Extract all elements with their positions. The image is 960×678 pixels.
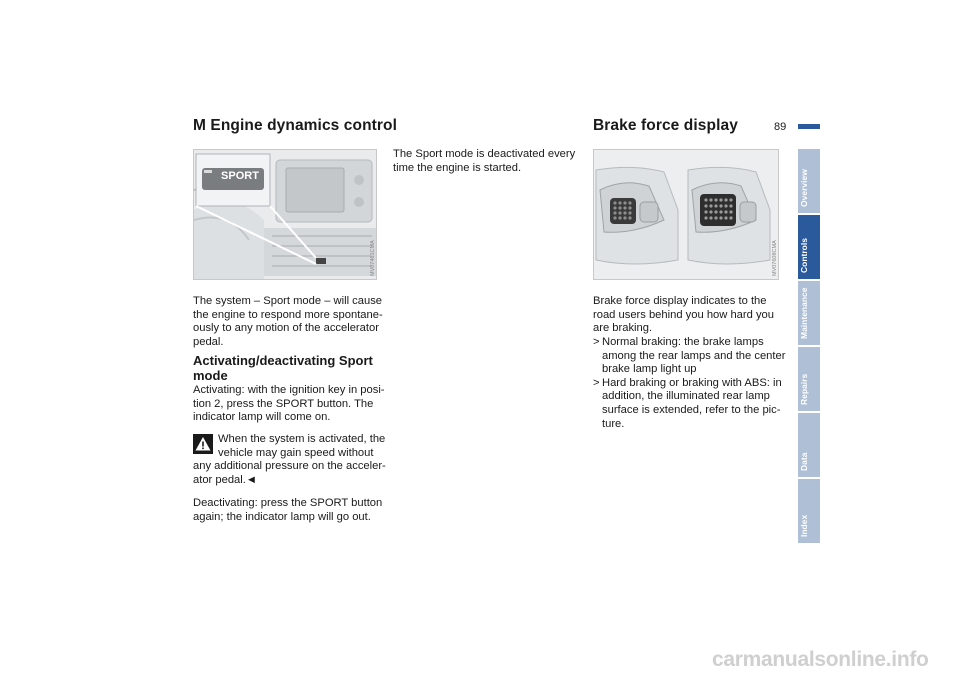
- text-line: Hard braking or braking with ABS: in: [602, 376, 782, 389]
- text-line: vehicle may gain speed without: [218, 446, 374, 459]
- text-line: ture.: [602, 417, 625, 430]
- warning-paragraph: [193, 433, 388, 487]
- tab-overview[interactable]: [798, 149, 820, 213]
- tab-label: Overview: [799, 169, 809, 207]
- sport-mode-note: [393, 148, 583, 175]
- text-line: the engine to respond more spontane-: [193, 308, 383, 321]
- tab-label: Index: [799, 514, 809, 537]
- tab-label: Controls: [799, 238, 809, 273]
- figure-code: MV07608CMA: [772, 240, 778, 276]
- figure-code: MV07461CMA: [370, 240, 376, 276]
- text-line: The Sport mode is deactivated every: [393, 148, 576, 160]
- text-line: mode: [193, 368, 228, 383]
- brake-lamps-figure: [593, 149, 779, 280]
- text-line: any additional pressure on the acceler-: [193, 460, 386, 473]
- text-line: Activating/deactivating Sport: [193, 353, 373, 368]
- text-line: Deactivating: press the SPORT button: [193, 497, 383, 509]
- tab-label: Data: [799, 452, 809, 471]
- text-line: When the system is activated, the: [218, 433, 386, 445]
- tab-label: Maintenance: [799, 287, 809, 339]
- text-line: ously to any motion of the accelerator: [193, 322, 379, 335]
- text-line: Normal braking: the brake lamps: [602, 336, 764, 348]
- tab-label: Repairs: [799, 373, 809, 405]
- intro-paragraph: [193, 295, 383, 349]
- list-item: [593, 336, 793, 377]
- tab-index[interactable]: [798, 479, 820, 543]
- brake-bullet-list: [593, 336, 793, 431]
- text-line: Brake force display indicates to the: [593, 295, 767, 307]
- watermark: carmanualsonline.info: [712, 648, 929, 671]
- bullet-marker: >: [593, 336, 600, 348]
- deactivating-paragraph: [193, 497, 388, 524]
- text-line: among the rear lamps and the center: [602, 349, 786, 362]
- bullet-marker: >: [593, 376, 600, 389]
- sport-button-figure: [193, 149, 377, 280]
- text-line: again; the indicator lamp will go out.: [193, 510, 371, 523]
- text-line: brake lamp light up: [602, 363, 697, 376]
- text-line: ator pedal.◄: [193, 473, 257, 486]
- text-line: surface is extended, refer to the pic-: [602, 403, 781, 416]
- sport-button-label: SPORT: [221, 170, 259, 182]
- subheading: [193, 353, 383, 383]
- tab-controls[interactable]: [798, 215, 820, 279]
- text-line: pedal.: [193, 335, 224, 348]
- page-accent-bar: [798, 124, 820, 129]
- list-item: [593, 377, 793, 431]
- section-title-brake-force: Brake force display: [593, 117, 738, 134]
- page-number: 89: [774, 121, 787, 133]
- brake-lamps-illustration: [594, 150, 778, 279]
- text-line: are braking.: [593, 322, 653, 335]
- text-line: Activating: with the ignition key in posi-: [193, 384, 385, 396]
- text-line: indicator lamp will come on.: [193, 411, 331, 424]
- brake-intro-paragraph: [593, 295, 788, 336]
- text-line: tion 2, press the SPORT button. The: [193, 397, 374, 410]
- section-title-m-engine: M Engine dynamics control: [193, 117, 398, 134]
- text-line: road users behind you how hard you: [593, 308, 774, 321]
- tab-data[interactable]: [798, 413, 820, 477]
- text-line: addition, the illuminated rear lamp: [602, 390, 770, 403]
- tab-maintenance[interactable]: [798, 281, 820, 345]
- tab-repairs[interactable]: [798, 347, 820, 411]
- text-line: The system – Sport mode – will cause: [193, 295, 383, 307]
- activating-paragraph: [193, 384, 388, 425]
- text-line: time the engine is started.: [393, 161, 522, 174]
